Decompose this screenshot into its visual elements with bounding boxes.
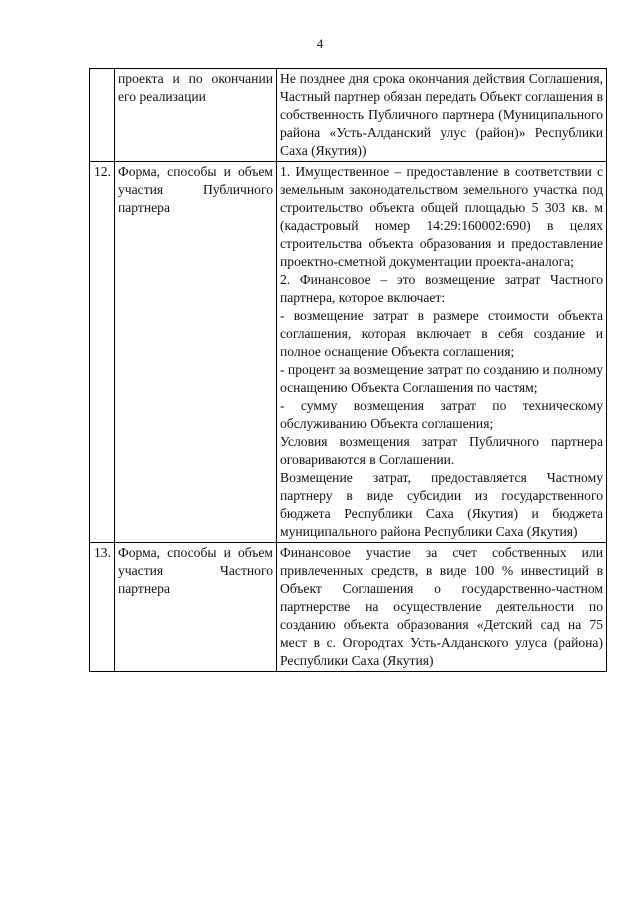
row-name: Форма, способы и объем участия Частного партнера — [115, 543, 277, 672]
page-number: 4 — [316, 36, 324, 51]
paragraph: Не позднее дня срока окончания действия Соглашения, Частный партнер обязан передать Объект соглашения в собственность Публичного партнера (Муниципального района «Усть-Алданский улус (район)» Республики Саха (Якутия)) — [280, 71, 603, 158]
row-number: 12. — [90, 162, 115, 543]
row-content — [277, 543, 607, 672]
row-number — [90, 69, 115, 162]
row-content — [277, 162, 607, 543]
table-row — [90, 162, 607, 543]
document-table — [89, 68, 607, 672]
row-name: Форма, способы и объем участия Публичного партнера — [115, 162, 277, 543]
table-row — [90, 543, 607, 672]
paragraph: Условия возмещения затрат Публичного партнера оговариваются в Соглашении. — [280, 434, 603, 467]
paragraph: - возмещение затрат в размере стоимости объекта соглашения, которая включает в себя создание и полное оснащение Объекта соглашения; — [280, 308, 603, 359]
paragraph: Возмещение затрат, предоставляется Частному партнеру в виде субсидии из государственного бюджета Республики Саха (Якутия) и бюджета муниципального района Республики Саха (Якутия) — [280, 470, 603, 539]
paragraph: - сумму возмещения затрат по техническому обслуживанию Объекта соглашения; — [280, 398, 603, 431]
row-name: проекта и по окончании его реализации — [115, 69, 277, 162]
paragraph: 1. Имущественное – предоставление в соответствии с земельным законодательством земельного участка под строительство объекта общей площадью 5 303 кв. м (кадастровый номер 14:29:160002:690) в целях строительства объекта образования и предоставление проектно-сметной документации проекта-аналога; — [280, 164, 603, 269]
row-number: 13. — [90, 543, 115, 672]
row-content — [277, 69, 607, 162]
paragraph: 2. Финансовое – это возмещение затрат Частного партнера, которое включает: — [280, 272, 603, 305]
paragraph: - процент за возмещение затрат по созданию и полному оснащению Объекта Соглашения по частям; — [280, 362, 603, 395]
paragraph: Финансовое участие за счет собственных или привлеченных средств, в виде 100 % инвестиций в Объект Соглашения о государственно-частном партнерстве на осуществление деятельности по созданию объекта образования «Детский сад на 75 мест в с. Огородтах Усть-Алданского улуса (района) Республики Саха (Якутия) — [280, 545, 603, 668]
table-row — [90, 69, 607, 162]
